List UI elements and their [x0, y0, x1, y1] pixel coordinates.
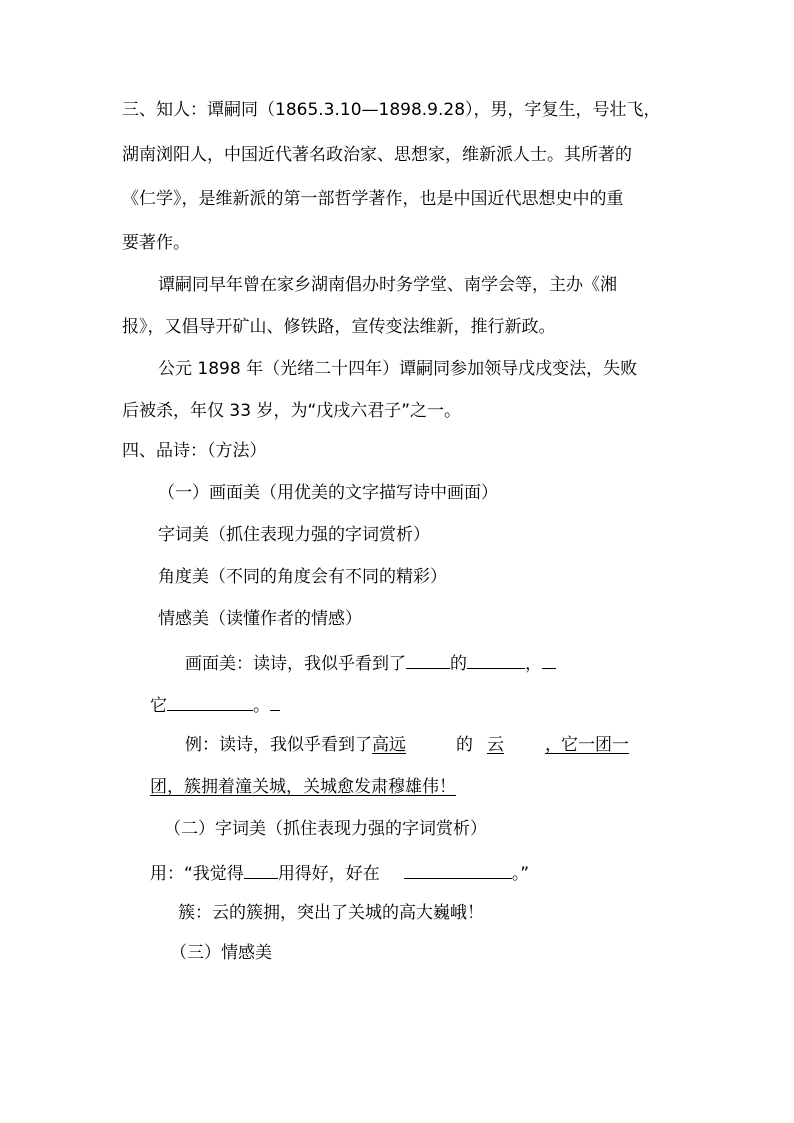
- example-de: 的: [456, 735, 473, 755]
- blank-field-2[interactable]: [467, 650, 525, 669]
- picture-template-line1: [185, 650, 556, 672]
- example-rest1: 它一团一: [561, 735, 629, 755]
- use-prefix: 用：“我觉得: [150, 864, 244, 884]
- example-word1: 高远: [372, 735, 406, 755]
- section3-line4: 要著作。: [122, 233, 190, 253]
- use-template-line: [150, 860, 529, 882]
- blank-field-6[interactable]: [244, 860, 278, 879]
- cu-analysis: 簇：云的簇拥，突出了关城的高大巍峨！: [178, 903, 484, 923]
- blank-field-7[interactable]: [404, 860, 512, 879]
- template-it: 它: [150, 696, 167, 716]
- template-comma: ，: [525, 654, 542, 674]
- section3-para3-line2: 后被杀，年仅 33 岁，为“戊戌六君子”之一。: [122, 401, 462, 421]
- method-word-beauty: 字词美（抓住表现力强的字词赏析）: [158, 525, 430, 545]
- blank-field-1[interactable]: [406, 650, 450, 669]
- section3-para2-line1: 谭嗣同早年曾在家乡湖南倡办时务学堂、南学会等，主办《湘: [158, 275, 617, 295]
- example-line2: [150, 776, 456, 798]
- picture-template-line2: [150, 692, 280, 714]
- example-line2-text: 团，簇拥着潼关城，关城愈发肃穆雄伟！: [150, 777, 456, 797]
- method-picture-beauty: （一）画面美（用优美的文字描写诗中画面）: [158, 483, 498, 503]
- template-de: 的: [450, 654, 467, 674]
- sub-heading-word-beauty: （二）字词美（抓住表现力强的字词赏析）: [164, 819, 487, 839]
- sub-heading-emotion-beauty: （三）情感美: [170, 943, 272, 963]
- blank-field-4[interactable]: [167, 692, 253, 711]
- example-comma: ，: [545, 735, 562, 755]
- section3-line3: 《仁学》，是维新派的第一部哲学著作，也是中国近代思想史中的重: [122, 189, 624, 209]
- example-line1: [185, 734, 629, 756]
- method-angle-beauty: 角度美（不同的角度会有不同的精彩）: [158, 567, 447, 587]
- example-word2: 云: [487, 735, 504, 755]
- template-end: 。: [253, 696, 270, 716]
- section3-line2: 湖南浏阳人，中国近代著名政治家、思想家，维新派人士。其所著的: [122, 145, 632, 165]
- example-prefix: 例：读诗，我似乎看到了: [185, 735, 372, 755]
- use-end: 。”: [511, 864, 530, 884]
- template-prefix: 画面美：读诗，我似乎看到了: [185, 654, 406, 674]
- blank-field-3[interactable]: [542, 650, 556, 669]
- section3-para2-line2: 报》，又倡导开矿山、修铁路，宣传变法维新，推行新政。: [122, 317, 556, 337]
- method-emotion-beauty: 情感美（读懂作者的情感）: [158, 609, 362, 629]
- section3-para3-line1: 公元 1898 年（光绪二十四年）谭嗣同参加领导戊戌变法，失败: [158, 359, 638, 379]
- section4-heading: 四、品诗：（方法）: [122, 441, 267, 461]
- section3-line1: 三、知人：谭嗣同（1865.3.10—1898.9.28），男，字复生，号壮飞，: [122, 100, 661, 120]
- blank-field-5[interactable]: [270, 692, 280, 711]
- use-mid: 用得好，好在: [277, 864, 380, 884]
